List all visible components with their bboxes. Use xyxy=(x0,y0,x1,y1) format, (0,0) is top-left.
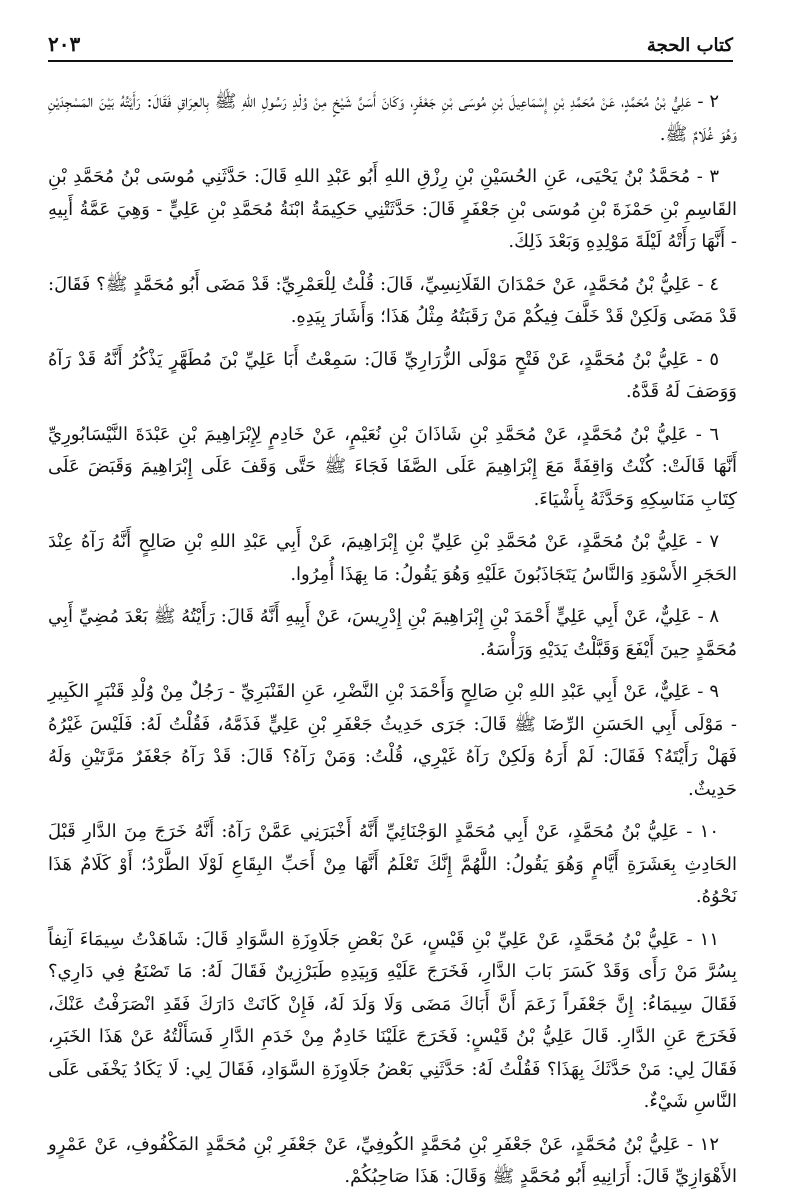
book-title: كتاب الحجة xyxy=(646,35,733,56)
page-number: ٢٠٣ xyxy=(48,32,81,56)
hadith-paragraph-12: ١٢ - عَلِيُّ بْنُ مُحَمَّدٍ، عَنْ جَعْفَرِ بْنِ مُحَمَّدٍ الكُوفِيِّ، عَنْ جَعْفَرِ بْنِ مُحَمَّدٍ المَكْفُوفِ، عَنْ عَمْرٍو الأَهْوَازِيِّ قَالَ: أَرَانِيهِ أَبُو مُحَمَّدٍ ﷺ وَقَالَ: هَذَا صَاحِبُكُمْ. xyxy=(48,1133,737,1187)
hadith-paragraph-7: ٧ - عَلِيُّ بْنُ مُحَمَّدٍ، عَنْ مُحَمَّدِ بْنِ عَلِيِّ بْنِ إِبْرَاهِيمَ، عَنْ أَبِي عَبْدِ اللهِ بْنِ صَالِحٍ أَنَّهُ رَآهُ عِنْدَ الحَجَرِ الأَسْوَدِ وَالنَّاسُ يَتَجَاذَبُونَ عَلَيْهِ وَهُوَ يَقُولُ: مَا بِهَذَا أُمِرُوا. xyxy=(48,531,737,585)
hadith-paragraph-9: ٩ - عَلِيٌّ، عَنْ أَبِي عَبْدِ اللهِ بْنِ صَالِحٍ وَأَحْمَدَ بْنِ النَّضْرِ، عَنِ القَنْبَرِيِّ - رَجُلٌ مِنْ وُلْدِ قَنْبَرٍ الكَبِيرِ - مَوْلَى أَبِي الحَسَنِ الرِّضَا ﷺ قَالَ: جَرَى حَدِيثُ جَعْفَرِ بْنِ عَلِيٍّ فَذَمَّهُ، فَقُلْتُ لَهُ: فَلَيْسَ غَيْرُهُ فَهَلْ رَأَيْتَهُ؟ فَقَالَ: لَمْ أَرَهُ وَلَكِنْ رَآهُ غَيْرِي، قُلْتُ: وَمَنْ رَآهُ؟ قَالَ: قَدْ رَآهُ جَعْفَرٌ مَرَّتَيْنِ وَلَهُ حَدِيثٌ. xyxy=(48,681,737,800)
hadith-paragraph-8: ٨ - عَلِيٌّ، عَنْ أَبِي عَلِيٍّ أَحْمَدَ بْنِ إِبْرَاهِيمَ بْنِ إِدْرِيسَ، عَنْ أَبِيهِ أَنَّهُ قَالَ: رَأَيْتُهُ ﷺ بَعْدَ مُضِيِّ أَبِي مُحَمَّدٍ حِينَ أَيْفَعَ وَقَبَّلْتُ يَدَيْهِ وَرَأْسَهُ. xyxy=(48,606,737,660)
hadith-paragraph-2: ٢ - عَلِيُّ بْنُ مُحَمَّدٍ، عَنْ مُحَمَّدِ بْنِ إِسْمَاعِيلَ بْنِ مُوسَى بْنِ جَعْفَرٍ، وَكَانَ أَسَنَّ شَيْخٍ مِنْ وُلْدِ رَسُولِ اللهِ ﷺ بِالعِرَاقِ فَقَالَ: رَأَيْتُهُ بَيْنَ المَسْجِدَيْنِ وَهُوَ غُلَامٌ ﷺ. xyxy=(48,91,737,145)
hadith-paragraph-4: ٤ - عَلِيُّ بْنُ مُحَمَّدٍ، عَنْ حَمْدَانَ القَلَانِسِيِّ، قَالَ: قُلْتُ لِلْعَمْرِيِّ: قَدْ مَضَى أَبُو مُحَمَّدٍ ﷺ؟ فَقَالَ: قَدْ مَضَى وَلَكِنْ قَدْ خَلَّفَ فِيكُمْ مَنْ رَقَبَتُهُ مِثْلُ هَذَا؛ وَأَشَارَ بِيَدِهِ. xyxy=(48,273,737,327)
hadith-paragraph-11: ١١ - عَلِيُّ بْنُ مُحَمَّدٍ، عَنْ عَلِيِّ بْنِ قَيْسٍ، عَنْ بَعْضِ جَلَاوِزَةِ السَّوَادِ قَالَ: شَاهَدْتُ سِيمَاءَ آنِفاً بِسُرَّ مَنْ رَأَى وَقَدْ كَسَرَ بَابَ الدَّارِ، فَخَرَجَ عَلَيْهِ وَبِيَدِهِ طَبَرْزِينٌ فَقَالَ لَهُ: مَا تَصْنَعُ فِي دَارِي؟ فَقَالَ سِيمَاءُ: إِنَّ جَعْفَراً زَعَمَ أَنَّ أَبَاكَ مَضَى وَلَا وَلَدَ لَهُ، فَإِنْ كَانَتْ دَارَكَ فَقَدِ انْصَرَفْتُ عَنْكَ، فَخَرَجَ عَنِ الدَّارِ. قَالَ عَلِيُّ بْنُ قَيْسٍ: فَخَرَجَ عَلَيْنَا خَادِمٌ مِنْ خَدَمِ الدَّارِ فَسَأَلْتُهُ عَنْ هَذَا الخَبَرِ، فَقَالَ لِي: مَنْ حَدَّثَكَ بِهَذَا؟ فَقُلْتُ لَهُ: حَدَّثَنِي بَعْضُ جَلَاوِزَةِ السَّوَادِ، فَقَالَ لِي: لَا يَكَادُ يَخْفَى عَلَى النَّاسِ شَيْءٌ. xyxy=(48,928,737,1112)
hadith-paragraph-5: ٥ - عَلِيُّ بْنُ مُحَمَّدٍ، عَنْ فَتْحٍ مَوْلَى الزُّرَارِيِّ قَالَ: سَمِعْتُ أَبَا عَلِيِّ بْنَ مُطَهَّرٍ يَذْكُرُ أَنَّهُ قَدْ رَآهُ وَوَصَفَ لَهُ قَدَّهُ. xyxy=(48,348,737,402)
hadith-paragraph-3: ٣ - مُحَمَّدُ بْنُ يَحْيَى، عَنِ الحُسَيْنِ بْنِ رِزْقِ اللهِ أَبُو عَبْدِ اللهِ قَالَ: حَدَّثَنِي مُوسَى بْنُ مُحَمَّدِ بْنِ القَاسِمِ بْنِ حَمْزَةَ بْنِ مُوسَى بْنِ جَعْفَرٍ قَالَ: حَدَّثَتْنِي حَكِيمَةُ ابْنَةُ مُحَمَّدِ بْنِ عَلِيٍّ - وَهِيَ عَمَّةُ أَبِيهِ - أَنَّهَا رَأَتْهُ لَيْلَةَ مَوْلِدِهِ وَبَعْدَ ذَلِكَ. xyxy=(48,166,737,252)
hadith-paragraph-6: ٦ - عَلِيُّ بْنُ مُحَمَّدٍ، عَنْ مُحَمَّدِ بْنِ شَاذَانَ بْنِ نُعَيْمٍ، عَنْ خَادِمٍ لِإِبْرَاهِيمَ بْنِ عَبْدَةَ النَّيْسَابُورِيِّ أَنَّهَا قَالَتْ: كُنْتُ وَاقِفَةً مَعَ إِبْرَاهِيمَ عَلَى الصَّفَا فَجَاءَ ﷺ حَتَّى وَقَفَ عَلَى إِبْرَاهِيمَ وَقَبَضَ عَلَى كِتَابِ مَنَاسِكِهِ وَحَدَّثَهُ بِأَشْيَاءَ. xyxy=(48,423,737,510)
page-header xyxy=(48,28,733,62)
hadith-paragraph-10: ١٠ - عَلِيُّ بْنُ مُحَمَّدٍ، عَنْ أَبِي مُحَمَّدٍ الوَجْنَائِيِّ أَنَّهُ أَخْبَرَنِي عَمَّنْ رَآهُ: أَنَّهُ خَرَجَ مِنَ الدَّارِ قَبْلَ الحَادِثِ بِعَشَرَةِ أَيَّامٍ وَهُوَ يَقُولُ: اللَّهُمَّ إِنَّكَ تَعْلَمُ أَنَّهَا مِنْ أَحَبِّ البِقَاعِ لَوْلَا الطَّرْدُ؛ أَوْ كَلَامٌ هَذَا نَحْوُهُ. xyxy=(48,821,737,907)
text-body xyxy=(48,86,737,1187)
